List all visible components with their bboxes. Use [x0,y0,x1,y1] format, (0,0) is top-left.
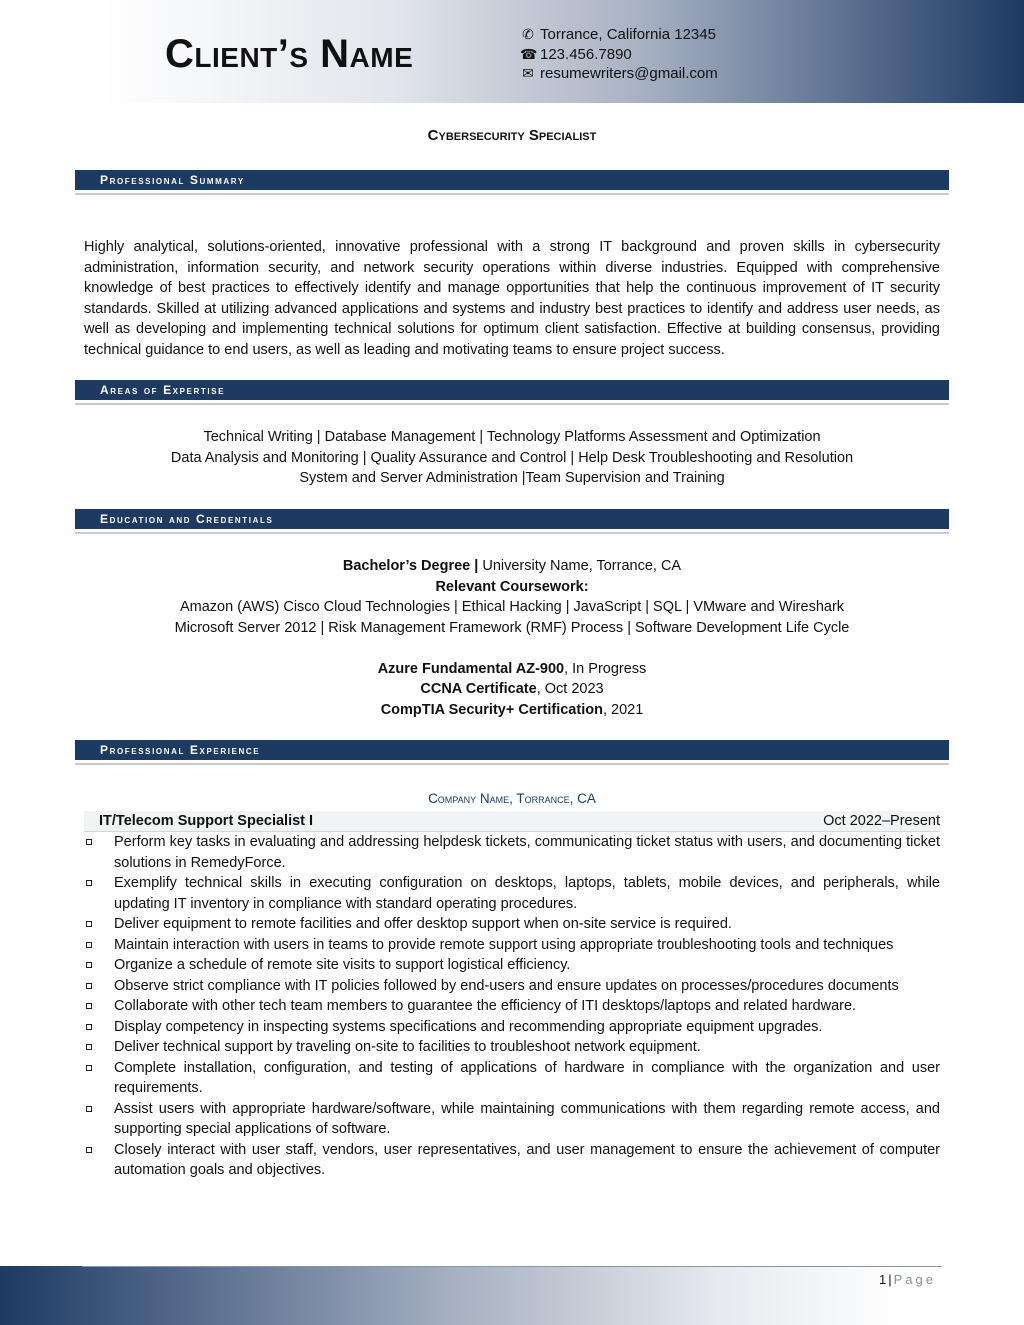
contact-address [520,25,718,45]
section-divider [75,403,949,405]
phone-text: 123.456.7890 [540,45,632,63]
role-dates: Oct 2022–Present [823,813,940,829]
page-number [879,1272,936,1287]
summary-paragraph: Highly analytical, solutions-oriented, innovative professional with a strong IT background and proven skills in cybersecurity administration, information security, and network security operations within diverse industries. Equipped with comprehensive knowledge of best practices to effectively identify and manage opportunities that help the continuous improvement of IT security standards. Skilled at utilizing advanced applications and systems and industry best practices to identify and address user needs, as well as developing and implementing technical solutions for optimum client satisfaction. Effective at building consensus, providing technical guidance to end users, as well as leading and motivating teams to ensure project success. [84,239,940,358]
contact-email [520,64,718,84]
list-item: Collaborate with other tech team members to guarantee the efficiency of ITI desktops/laptops and related hardware. [84,996,940,1017]
list-item: Display competency in inspecting systems specifications and recommending appropriate equipment upgrades. [84,1017,940,1038]
school-name: University Name, Torrance, CA [478,558,682,574]
section-divider [75,193,949,195]
section-header-education [75,509,949,529]
expertise-line: System and Server Administration |Team Supervision and Training [299,470,725,486]
role-title: IT/Telecom Support Specialist I [99,813,314,829]
cert-name: CCNA Certificate [420,681,537,697]
job-title: Cybersecurity Specialist [427,127,597,144]
list-item: Assist users with appropriate hardware/software, while maintaining communications with them regarding remote access, and supporting special applications of software. [84,1099,940,1140]
section-header-summary [75,170,949,190]
list-item: Maintain interaction with users in teams to provide remote support using appropriate troubleshooting tools and techniques [84,935,940,956]
list-item: Observe strict compliance with IT policies followed by end-users and ensure updates on processes/procedures documents [84,976,940,997]
contact-block [520,25,718,84]
phone-icon: ☎ [520,45,538,62]
coursework-line: Microsoft Server 2012 | Risk Management Framework (RMF) Process | Software Development Life Cycle [174,619,850,636]
degree-name: Bachelor’s Degree | [342,558,479,574]
section-divider [75,532,949,534]
list-item: Deliver equipment to remote facilities and offer desktop support when on-site service is required. [84,914,940,935]
company-name: Company Name, Torrance, CA [428,791,596,806]
address-text: Torrance, California 12345 [540,26,716,43]
education-block [75,556,949,720]
list-item: Perform key tasks in evaluating and addressing helpdesk tickets, communicating ticket status with users, and documenting ticket solutions in RemedyForce. [84,832,940,873]
email-icon: ✉ [522,65,534,81]
degree-line [75,556,949,577]
list-item: Exemplify technical skills in executing configuration on desktops, laptops, tablets, mobile devices, and peripherals, while updating IT inventory in compliance with standard operating procedures. [84,873,940,914]
footer-banner [0,1266,1024,1325]
cert-detail: , 2021 [602,701,644,718]
cert-detail: , In Progress [564,660,647,677]
section-title-education: Education and Credentials [100,512,274,526]
section-header-experience [75,740,949,760]
cert-detail: , Oct 2023 [536,681,604,697]
section-header-expertise [75,380,949,400]
contact-phone [520,45,718,65]
role-row [84,811,940,832]
page-label: Page [893,1272,936,1287]
expertise-line: Technical Writing | Database Management | Technology Platforms Assessment and Optimization [203,429,821,445]
cert-name: CompTIA Security+ Certification [380,701,603,718]
cert-line [75,679,949,700]
footer-divider [82,1266,942,1267]
cert-name: Azure Fundamental AZ-900 [377,660,565,677]
client-name: Client’s Name [165,32,414,76]
coursework-line: Amazon (AWS) Cisco Cloud Technologies | Ethical Hacking | JavaScript | SQL | VMware and Wireshark [179,599,845,615]
list-item: Deliver technical support by traveling on-site to facilities to troubleshoot network equipment. [84,1037,940,1058]
address-icon: ✆ [522,26,534,42]
section-title-expertise: Areas of Expertise [100,383,226,397]
cert-line [75,659,949,680]
expertise-list [75,427,949,489]
page-separator: | [888,1272,892,1287]
section-title-summary: Professional Summary [100,173,245,187]
list-item: Complete installation, configuration, and testing of applications of hardware in compliance with the organization and user requirements. [84,1058,940,1099]
page-number-value: 1 [879,1272,887,1287]
header-banner [0,0,1024,103]
responsibility-list [84,832,940,1181]
list-item: Closely interact with user staff, vendors, user representatives, and user management to ensure the achievement of computer automation goals and objectives. [84,1140,940,1181]
coursework-label: Relevant Coursework: [435,578,589,595]
list-item: Organize a schedule of remote site visits to support logistical efficiency. [84,955,940,976]
expertise-line: Data Analysis and Monitoring | Quality Assurance and Control | Help Desk Troubleshooting and Resolution [170,449,854,466]
section-divider [75,763,949,765]
section-title-experience: Professional Experience [100,743,261,757]
email-text[interactable]: resumewriters@gmail.com [540,65,718,82]
cert-line [75,700,949,721]
